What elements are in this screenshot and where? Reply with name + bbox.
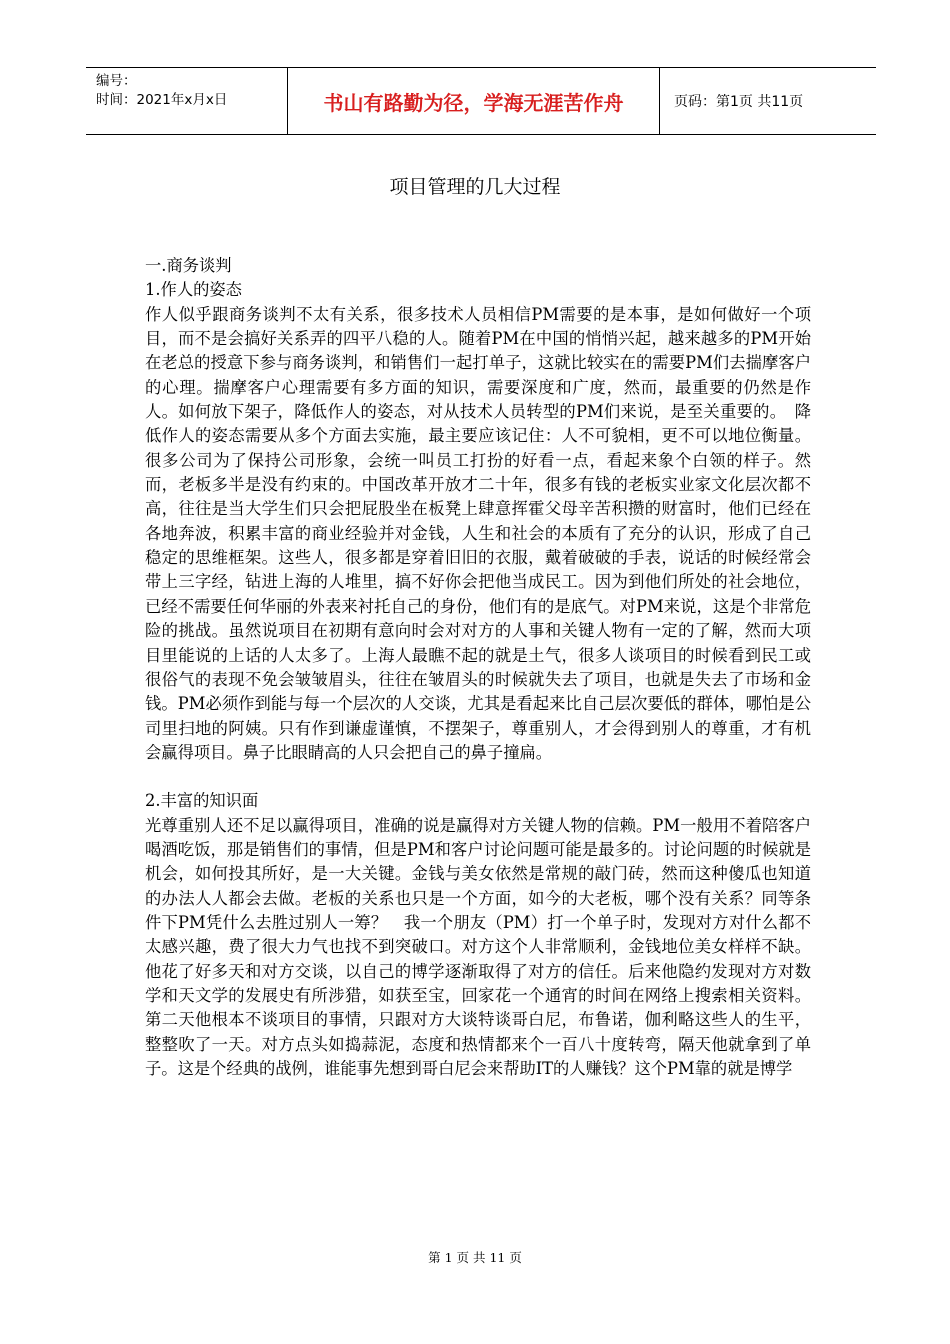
number-label: 编号： bbox=[96, 73, 137, 89]
page-footer: 第 1 页 共 11 页 bbox=[428, 1250, 522, 1265]
subsection-heading: 1.作人的姿态 bbox=[145, 280, 242, 300]
motto-text: 书山有路勤为径，学海无涯苦作舟 bbox=[323, 90, 624, 115]
paragraph: 光尊重别人还不足以赢得项目，准确的说是赢得对方关键人物的信赖。PM一般用不着陪客户喝酒吃饭，那是销售们的事情，但是PM和客户讨论问题可能是最多的。讨论问题的时候就是机会，如何投其所好，是一大关键。金钱与美女依然是常规的敲门砖，然而这种傻瓜也知道的办法人人都会去做。老板的关系也只是一个方面，如今的大老板，哪个没有关系？同等条件下PM凭什么去胜过别人一筹？ 我一个朋友（PM）打一个单子时，发现对方对什么都不太感兴趣，费了很大力气也找不到突破口。对方这个人非常顺利，金钱地位美女样样不缺。他花了好多天和对方交谈，以自己的博学逐渐取得了对方的信任。后来他隐约发现对方对数学和天文学的发展史有所涉猎，如获至宝，回家花一个通宵的时间在网络上搜索相关资料。第二天他根本不谈项目的事情，只跟对方大谈特谈哥白尼，布鲁诺，伽利略这些人的生平，整整吹了一天。对方点头如捣蒜泥，态度和热情都来个一百八十度转弯，隔天他就拿到了单子。这是个经典的战例，谁能事先想到哥白尼会来帮助IT的人赚钱？这个PM靠的就是博学 bbox=[145, 815, 811, 1078]
header-motto-cell bbox=[287, 68, 660, 134]
header-table bbox=[86, 67, 876, 135]
header-page-info: 页码：第1页 共11页 bbox=[674, 94, 804, 110]
header-meta bbox=[86, 68, 287, 134]
document-body bbox=[145, 254, 811, 1081]
document-title: 项目管理的几大过程 bbox=[389, 176, 561, 198]
subsection-heading: 2.丰富的知识面 bbox=[145, 791, 259, 811]
time-label: 时间：2021年x月x日 bbox=[96, 92, 228, 108]
paragraph: 作人似乎跟商务谈判不太有关系，很多技术人员相信PM需要的是本事，是如何做好一个项目，而不是会搞好关系弄的四平八稳的人。随着PM在中国的悄悄兴起，越来越多的PM开始在老总的授意下参与商务谈判，和销售们一起打单子，这就比较实在的需要PM们去揣摩客户的心理。揣摩客户心理需要有多方面的知识，需要深度和广度，然而，最重要的仍然是作人。如何放下架子，降低作人的姿态，对从技术人员转型的PM们来说，是至关重要的。 降低作人的姿态需要从多个方面去实施，最主要应该记住：人不可貌相，更不可以地位衡量。很多公司为了保持公司形象，会统一叫员工打扮的好看一点，看起来象个白领的样子。然而，老板多半是没有约束的。中国改革开放才二十年，很多有钱的老板实业家文化层次都不高，往往是当大学生们只会把屁股坐在板凳上肆意挥霍父母辛苦积攒的财富时，他们已经在各地奔波，积累丰富的商业经验并对金钱，人生和社会的本质有了充分的认识，形成了自己稳定的思维框架。这些人，很多都是穿着旧旧的衣服，戴着破破的手表，说话的时候经常会带上三字经，钻进上海的人堆里，搞不好你会把他当成民工。因为到他们所处的社会地位，已经不需要任何华丽的外表来衬托自己的身份，他们有的是底气。对PM来说，这是个非常危险的挑战。虽然说项目在初期有意向时会对对方的人事和关键人物有一定的了解，然而大项目里能说的上话的人太多了。上海人最瞧不起的就是土气，很多人谈项目的时候看到民工或很俗气的表现不免会皱皱眉头，往往在皱眉头的时候就失去了项目，也就是失去了市场和金钱。PM必须作到能与每一个层次的人交谈，尤其是看起来比自己层次要低的群体，哪怕是公司里扫地的阿姨。只有作到谦虚谨慎，不摆架子，尊重别人，才会得到别人的尊重，才有机会赢得项目。鼻子比眼睛高的人只会把自己的鼻子撞扁。 bbox=[145, 304, 811, 762]
paragraph-gap bbox=[145, 765, 811, 789]
section-heading: 一.商务谈判 bbox=[145, 256, 232, 275]
